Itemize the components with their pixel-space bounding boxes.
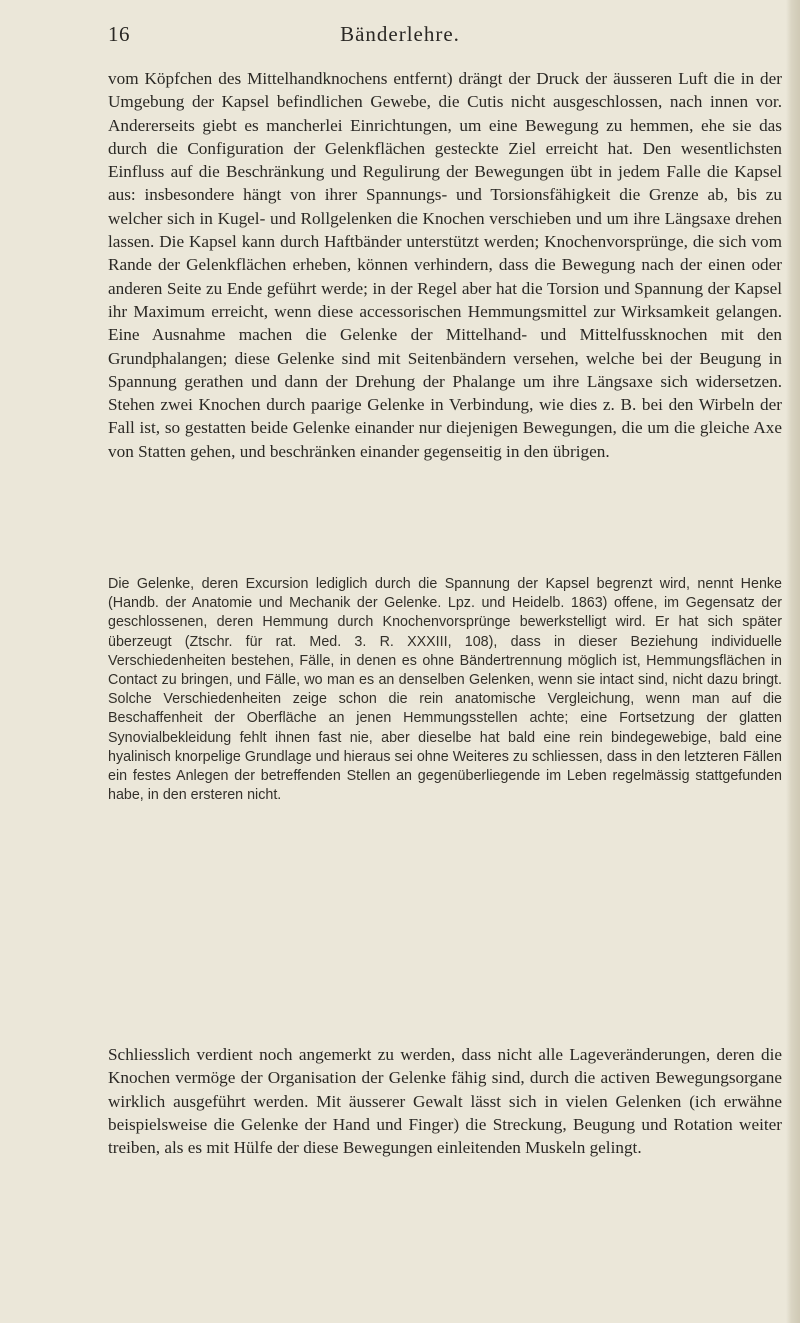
main-paragraph-block (108, 67, 782, 463)
page-number: 16 (108, 22, 130, 46)
main-paragraph: vom Köpfchen des Mittelhandknochens entfernt) drängt der Druck der äusseren Luft die in der Umgebung der Kapsel befindlichen Gewebe, die Cutis nicht ausgeschlossen, nach innen vor. Andererseits giebt es mancherlei Einrichtungen, um eine Bewegung zu hemmen, ehe sie das durch die Configuration der Gelenkflächen gesteckte Ziel erreicht hat. Den wesentlichsten Einfluss auf die Beschränkung und Regulirung der Bewegungen übt in jedem Falle die Kapsel aus: insbesondere hängt von ihrer Spannungs- und Torsionsfähigkeit die Grenze ab, bis zu welcher sich in Kugel- und Rollgelenken die Knochen verschieben und um ihre Längsaxe drehen lassen. Die Kapsel kann durch Haftbänder unterstützt werden; Knochenvorsprünge, die sich vom Rande der Gelenkflächen erheben, können verhindern, dass die Bewegung nach der einen oder anderen Seite zu Ende geführt werde; in der Regel aber hat die Torsion und Spannung der Kapsel ihr Maximum erreicht, wenn diese accessorischen Hemmungsmittel zur Wirksamkeit gelangen. Eine Ausnahme machen die Gelenke der Mittelhand- und Mittelfussknochen mit den Grundphalangen; diese Gelenke sind mit Seitenbändern versehen, welche bei der Beugung in Spannung gerathen und dann der Drehung der Phalange um ihre Längsaxe sich widersetzen. Stehen zwei Knochen durch paarige Gelenke in Verbindung, wie dies z. B. bei den Wirbeln der Fall ist, so gestatten beide Gelenke einander nur diejenigen Bewegungen, die um die gleiche Axe von Statten gehen, und beschränken einander gegenseitig in den übrigen. (108, 69, 782, 461)
closing-paragraph: Schliesslich verdient noch angemerkt zu werden, dass nicht alle Lageveränderungen, deren die Knochen vermöge der Organisation der Gelenke fähig sind, durch die activen Bewegungsorgane wirklich ausgeführt werden. Mit äusserer Gewalt lässt sich in vielen Gelenken (ich erwähne beispielsweise die Gelenke der Hand und Finger) die Streckung, Beugung und Rotation weiter treiben, als es mit Hülfe der diese Bewegungen einleitenden Muskeln gelingt. (108, 1045, 782, 1158)
page-edge-shadow (786, 0, 800, 1323)
footnote-paragraph: Die Gelenke, deren Excursion lediglich durch die Spannung der Kapsel begrenzt wird, nennt Henke (Handb. der Anatomie und Mechanik der Gelenke. Lpz. und Heidelb. 1863) offene, im Gegensatz der geschlossenen, deren Hemmung durch Knochenvorsprünge bewerkstelligt wird. Er hat sich später überzeugt (Ztschr. für rat. Med. 3. R. XXXIII, 108), dass in dieser Beziehung individuelle Verschiedenheiten bestehen, Fälle, in denen es ohne Bändertrennung möglich ist, Hemmungsflächen in Contact zu bringen, und Fälle, wo man es an denselben Gelenken, wenn sie intact sind, nicht dazu bringt. Solche Verschiedenheiten zeige schon die rein anatomische Vergleichung, wenn man auf die Beschaffenheit der Oberfläche an jenen Hemmungsstellen achte; eine Fortsetzung der glatten Synovialbekleidung fehlt ihnen fast nie, aber dieselbe hat bald eine rein bindegewebige, bald eine hyalinisch knorpelige Grundlage und hieraus sei ohne Weiteres zu schliessen, dass in den letzteren Fällen ein festes Anlegen der betreffenden Stellen an gegenüberliegende im Leben regelmässig stattgefunden habe, in den ersteren nicht. (108, 576, 782, 804)
closing-paragraph-block (108, 1043, 782, 1159)
footnote-block (108, 575, 782, 805)
page-header (0, 22, 800, 52)
running-title: Bänderlehre. (340, 22, 460, 46)
